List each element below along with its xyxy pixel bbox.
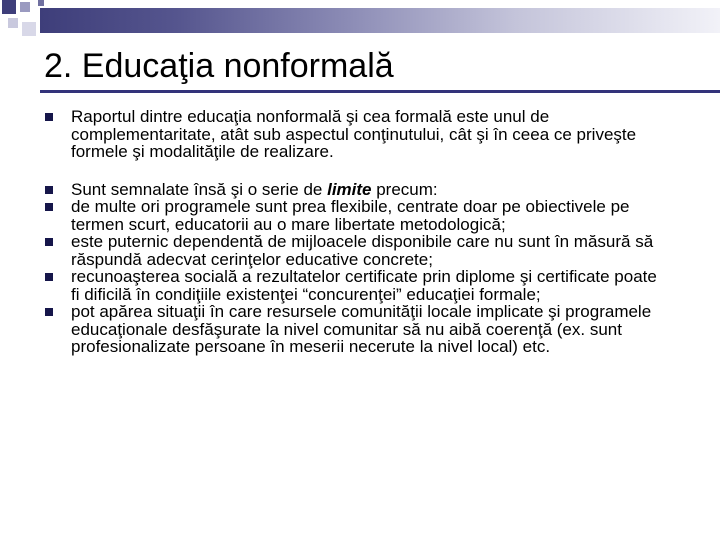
bullet-list <box>44 108 668 356</box>
bullet-text: pot apărea situaţii în care resursele comunităţii locale implicate şi programele educaţionale desfăşurate la nivel comunitar să nu aibă coerenţă (ex. sunt profesionalizate persoane în meserii necerute la nivel local) etc. <box>71 302 652 356</box>
bullet-text: recunoaşterea socială a rezultatelor certificate prin diplome şi certificate poate fi dificilă în condiţiile existenţei “concurenţei” educaţiei formale; <box>71 267 657 304</box>
square-bullet-icon <box>45 113 53 121</box>
bullet-text-emphasis: limite <box>327 179 372 199</box>
deco-square <box>20 2 30 12</box>
square-bullet-icon <box>45 203 53 211</box>
bullet-item <box>44 198 668 233</box>
bullet-item <box>44 181 668 199</box>
square-bullet-icon <box>45 238 53 246</box>
bullet-text-after: precum: <box>371 179 438 199</box>
bullet-text: este puternic dependentă de mijloacele disponibile care nu sunt în măsură să răspundă adecvat cerinţelor educative concrete; <box>71 232 654 269</box>
bullet-text-before: Sunt semnalate însă şi o serie de <box>71 179 328 199</box>
square-bullet-icon <box>45 186 53 194</box>
deco-square <box>22 22 36 36</box>
square-bullet-icon <box>45 308 53 316</box>
bullet-item <box>44 303 668 356</box>
deco-square <box>2 0 16 14</box>
deco-square <box>8 18 18 28</box>
slide-title: 2. Educaţia nonformală <box>44 47 394 85</box>
bullet-item <box>44 233 668 268</box>
square-bullet-icon <box>45 273 53 281</box>
bullet-item <box>44 108 668 161</box>
bullet-text: de multe ori programele sunt prea flexibile, centrate doar pe obiectivele pe termen scurt, educatorii au o mare libertate metodologică; <box>71 197 630 234</box>
bullet-item <box>44 268 668 303</box>
title-gradient-bar <box>40 8 720 33</box>
deco-square <box>38 0 44 6</box>
title-underline <box>40 90 720 93</box>
corner-decoration <box>0 0 720 50</box>
bullet-text: Raportul dintre educaţia nonformală şi cea formală este unul de complementaritate, atât sub aspectul conţinutului, cât şi în ceea ce priveşte formele şi modalităţile de realizare. <box>71 107 637 161</box>
